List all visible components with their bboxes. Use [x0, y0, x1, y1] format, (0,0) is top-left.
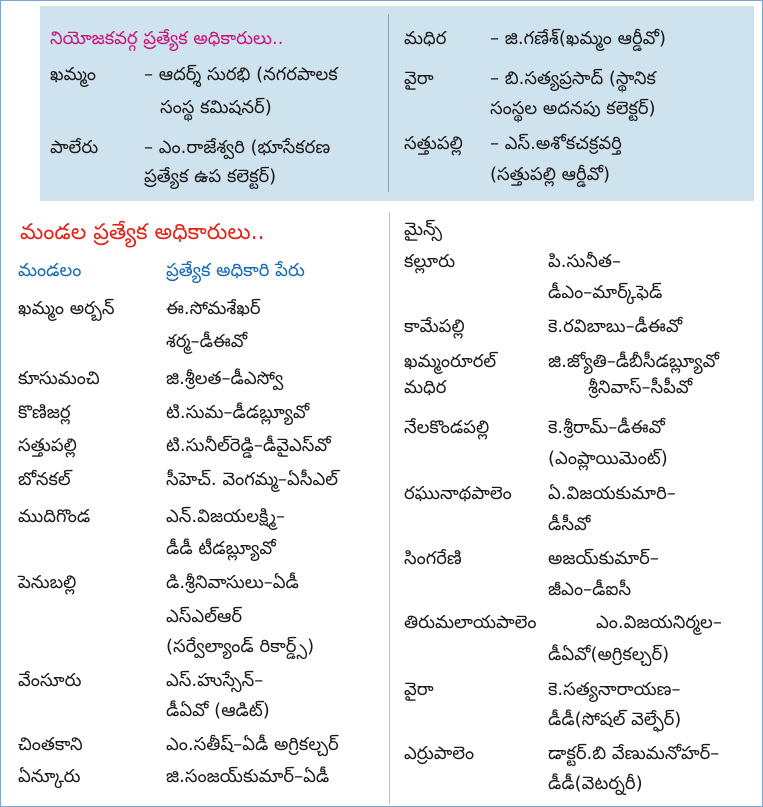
officer-name: డీడీ(సోషల్ వెల్ఫేర్) — [548, 709, 682, 730]
constituency-place: వైరా — [404, 68, 434, 89]
officer-name: ఎం.విజయనిర్మల– — [596, 612, 722, 633]
mandal-name: పెనుబల్లి — [18, 572, 77, 593]
constituency-officer: ప్రత్యేక ఉప కలెక్టర్) — [144, 166, 277, 187]
constituency-officer: – ఆదర్శ్ సురభి (నగరపాలక — [144, 64, 338, 85]
constituency-officer: (సత్తుపల్లి ఆర్డీవో) — [490, 164, 610, 185]
officer-name: కె.రవిబాబు–డీఈవో — [548, 316, 683, 337]
mandal-name: వైరా — [404, 679, 434, 700]
officer-name: పి.సునీత– — [548, 251, 622, 272]
mandal-name: ఏన్కూరు — [18, 766, 81, 787]
officer-name: డీఏవో (ఆడిట్) — [166, 700, 270, 721]
officer-name: ఎస్ఎల్ఆర్ — [166, 606, 243, 627]
constituency-officer: – ఎస్.అశోకచక్రవర్తి — [490, 133, 622, 154]
officer-name: ఎన్.విజయలక్ష్మి– — [166, 506, 285, 527]
mandal-name: ఎర్రుపాలెం — [404, 743, 475, 764]
officer-name: (ఎంప్లాయిమెంట్) — [548, 448, 668, 469]
officer-name: టి.సునీల్‌రెడ్డి–డీవైఎస్‌వో — [166, 435, 331, 456]
officer-name: జి.శ్రీలత–డీఎస్వో — [166, 368, 284, 389]
column-header-officer: ప్రత్యేక అధికారి పేరు — [166, 260, 305, 281]
mandal-name: సత్తుపల్లి — [18, 435, 77, 456]
column-divider — [389, 212, 390, 804]
mandal-name: కొణిజర్ల — [18, 402, 71, 423]
officer-name: ఎం.సతీష్–ఏడీ అగ్రికల్చర్ — [166, 734, 339, 755]
constituency-officer: సంస్థ కమిషనర్) — [160, 97, 272, 118]
officer-name: డీడీ టీడబ్ల్యూవో — [166, 538, 276, 559]
mandal-name: కల్లూరు — [404, 251, 456, 272]
mandal-name: నేలకొండపల్లి — [404, 417, 490, 438]
officer-name: డీఏవో(అగ్రికల్చర్) — [548, 644, 670, 665]
constituency-officer: సంస్థల అదనపు కలెక్టర్) — [490, 98, 656, 119]
mandal-name: ముదిగొండ — [18, 506, 91, 527]
officer-name: ఏ.విజయకుమారి– — [548, 483, 676, 504]
constituency-officer: – జి.గణేశ్(ఖమ్మం ఆర్డీవో) — [490, 28, 666, 49]
mandal-name: ఖమ్మం అర్బన్ — [18, 298, 115, 319]
constituency-officer: – ఎం.రాజేశ్వరి (భూసేకరణ — [144, 137, 331, 158]
constituency-officer: – బి.సత్యప్రసాద్ (స్థానిక — [490, 68, 656, 89]
column-header-mandal: మండలం — [18, 260, 82, 281]
officer-name: ఈ.సోమశేఖర్ — [166, 298, 261, 319]
constituency-place: మధిర — [404, 28, 447, 49]
mandal-name: రఘునాథపాలెం — [404, 483, 512, 504]
constituency-place: పాలేరు — [50, 137, 99, 158]
constituency-place: సత్తుపల్లి — [404, 133, 463, 154]
officer-name: సీహెచ్. వెంగమ్మ–ఏసీఎల్ — [166, 469, 339, 490]
mandal-name: కామేపల్లి — [404, 316, 465, 337]
officer-name: జీఎం–డీఐసీ — [548, 579, 632, 600]
mandal-name: ఖమ్మంరూరల్ — [404, 351, 497, 372]
mandal-name: వేంసూరు — [18, 670, 82, 691]
officer-name: కె.సత్యనారాయణ– — [548, 679, 681, 700]
officer-name: జి.సంజయ్‌కుమార్–ఏడీ — [166, 766, 330, 787]
officer-name: (సర్వేల్యాండ్ రికార్డ్స్) — [166, 636, 315, 657]
officer-name: డి.శ్రీనివాసులు–ఏడీ — [166, 572, 299, 593]
officer-name: డీడీ(వెటర్నరీ) — [548, 773, 643, 794]
mandal-name: బోనకల్ — [18, 469, 71, 490]
mandal-heading: మండల ప్రత్యేక అధికారులు.. — [20, 220, 265, 245]
officer-name: జి.జ్యోతి–డీబీసీడబ్ల్యూవో — [548, 351, 719, 372]
officer-name: డీఎం–మార్క్‌ఫెడ్ — [548, 282, 663, 303]
officer-name: శ్రీనివాస్–సీపీవో — [588, 377, 693, 398]
officer-name: శర్మ–డీఈవో — [166, 331, 248, 352]
officer-name: కె.శ్రీరామ్–డీఈవో — [548, 417, 665, 438]
constituency-place: ఖమ్మం — [50, 64, 96, 85]
mandal-name: తిరుమలాయపాలెం — [404, 612, 537, 633]
officer-name: డీసీవో — [548, 514, 591, 535]
mandal-name: మైన్స్ — [404, 219, 443, 240]
mandal-name: సింగరేణి — [404, 548, 462, 569]
officer-name: టి.సుమ–డీడబ్ల్యూవో — [166, 402, 310, 423]
officer-name: డాక్టర్.బి వేణుమనోహర్– — [548, 743, 720, 764]
mandal-name: మధిర — [404, 377, 447, 398]
constituency-heading: నియోజకవర్గ ప్రత్యేక అధికారులు.. — [50, 28, 284, 49]
officer-name: ఎస్.హుస్సేన్– — [166, 670, 264, 691]
mandal-name: చింతకాని — [18, 734, 83, 755]
mandal-name: కూసుమంచి — [18, 368, 100, 389]
officer-name: అజయ్‌కుమార్– — [548, 548, 659, 569]
box-divider — [388, 14, 389, 192]
